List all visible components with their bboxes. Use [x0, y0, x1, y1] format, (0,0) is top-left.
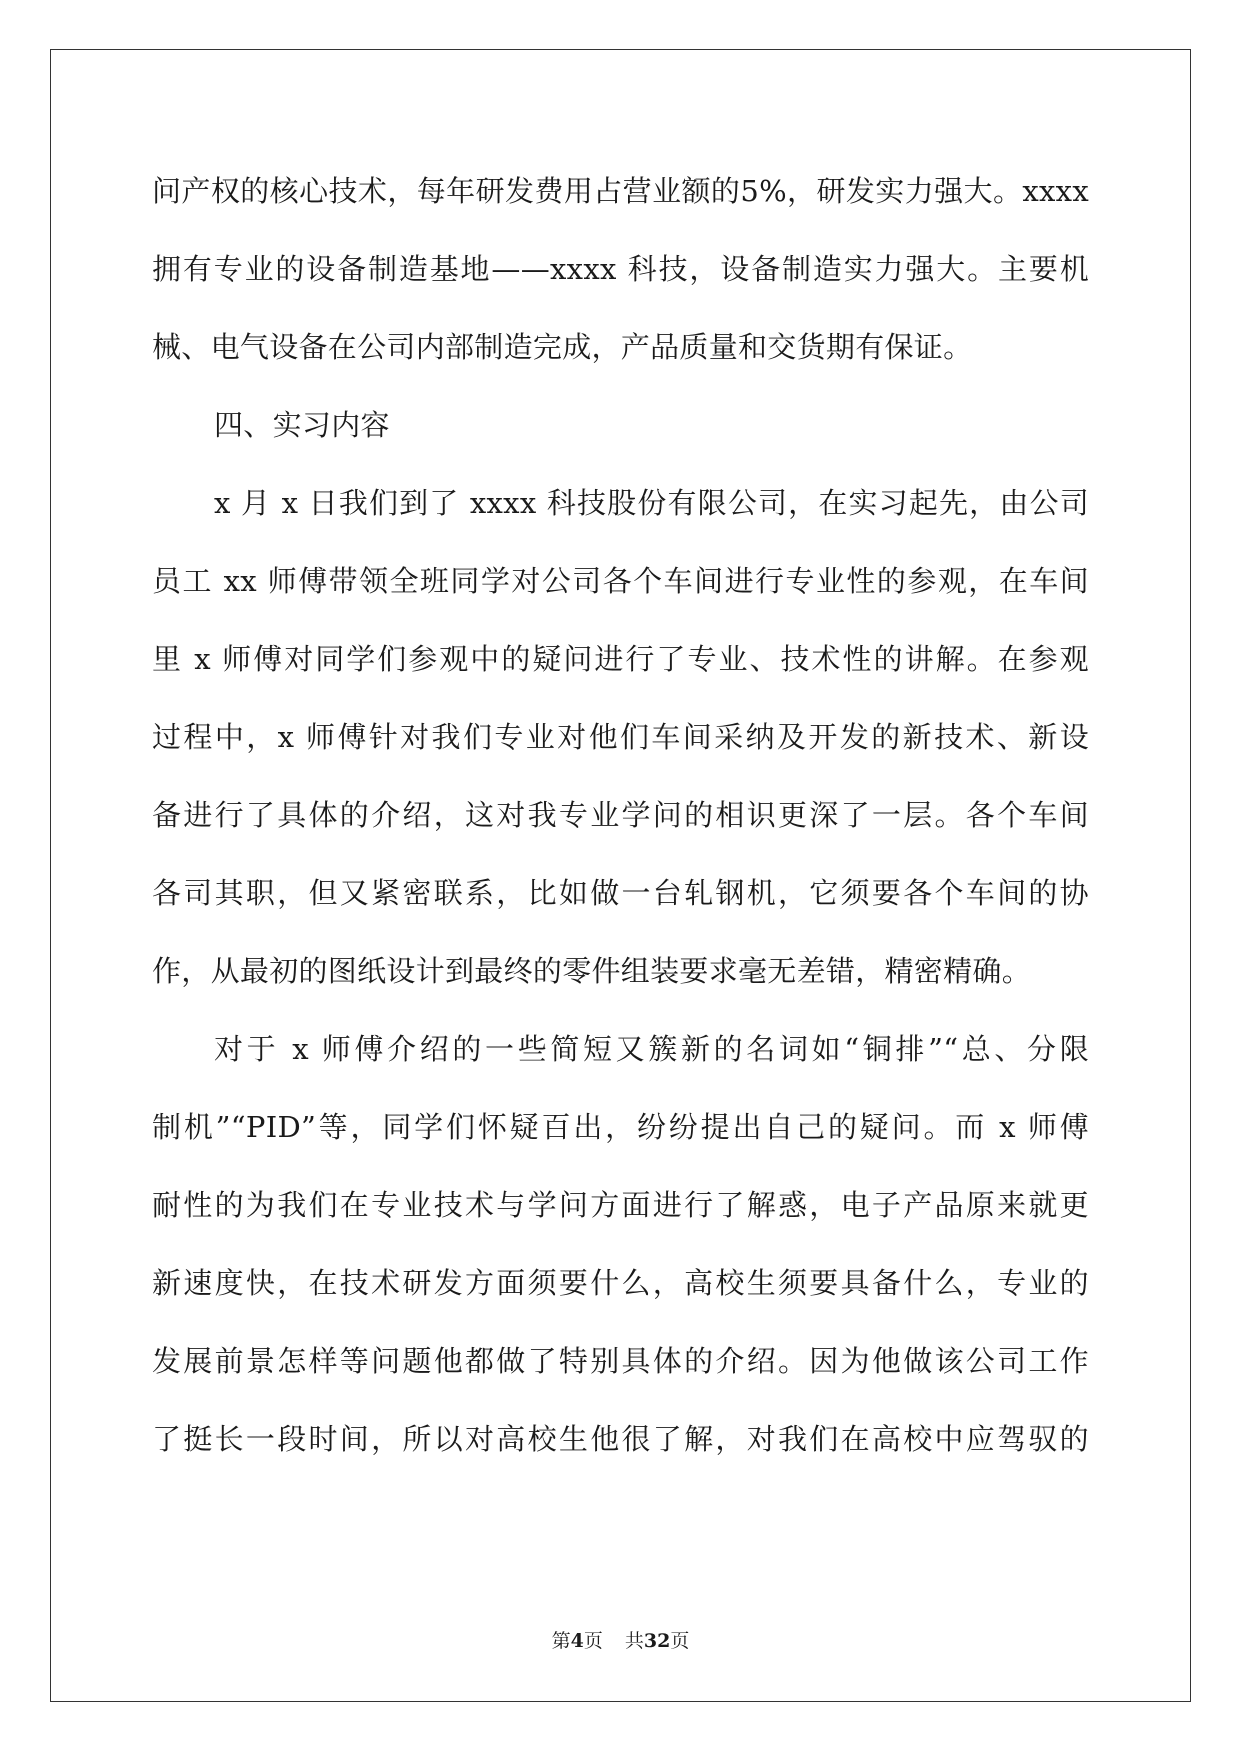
- text-line: 械、电气设备在公司内部制造完成，产品质量和交货期有保证。: [152, 330, 973, 364]
- footer-total-suffix: 页: [670, 1630, 690, 1652]
- text-line: 了挺长一段时间，所以对高校生他很了解，对我们在高校中应驾驭的: [152, 1422, 1089, 1456]
- text-line: 过程中，x 师傅针对我们专业对他们车间采纳及开发的新技术、新设: [152, 720, 1089, 754]
- total-pages-number: 32: [643, 1630, 671, 1652]
- text-line: 对于 x 师傅介绍的一些简短又簇新的名词如“铜排”“总、分限: [214, 1032, 1089, 1066]
- text-line: 员工 xx 师傅带领全班同学对公司各个车间进行专业性的参观，在车间: [152, 564, 1089, 598]
- text-line: 发展前景怎样等问题他都做了特别具体的介绍。因为他做该公司工作: [152, 1344, 1089, 1378]
- text-line: 各司其职，但又紧密联系，比如做一台轧钢机，它须要各个车间的协: [152, 876, 1089, 910]
- text-line: 备进行了具体的介绍，这对我专业学问的相识更深了一层。各个车间: [152, 798, 1089, 832]
- text-line: x 月 x 日我们到了 xxxx 科技股份有限公司，在实习起先，由公司: [214, 486, 1089, 520]
- footer-page-suffix: 页: [583, 1630, 603, 1652]
- footer-total-prefix: 共: [624, 1630, 644, 1652]
- text-line: 作，从最初的图纸设计到最终的零件组装要求毫无差错，精密精确。: [152, 954, 1032, 988]
- section-heading: 四、实习内容: [214, 408, 390, 442]
- text-line: 耐性的为我们在专业技术与学问方面进行了解惑，电子产品原来就更: [152, 1188, 1089, 1222]
- document-body: [152, 166, 1089, 1492]
- text-line: 拥有专业的设备制造基地——xxxx 科技，设备制造实力强大。主要机: [152, 252, 1089, 286]
- text-line: 问产权的核心技术，每年研发费用占营业额的5%，研发实力强大。xxxx: [152, 174, 1089, 208]
- footer-prefix: 第: [551, 1630, 571, 1652]
- page-footer: [0, 1629, 1241, 1653]
- text-line: 制机”“PID”等，同学们怀疑百出，纷纷提出自己的疑问。而 x 师傅: [152, 1110, 1089, 1144]
- current-page-number: 4: [570, 1630, 584, 1652]
- text-line: 新速度快，在技术研发方面须要什么，高校生须要具备什么，专业的: [152, 1266, 1089, 1300]
- text-line: 里 x 师傅对同学们参观中的疑问进行了专业、技术性的讲解。在参观: [152, 642, 1089, 676]
